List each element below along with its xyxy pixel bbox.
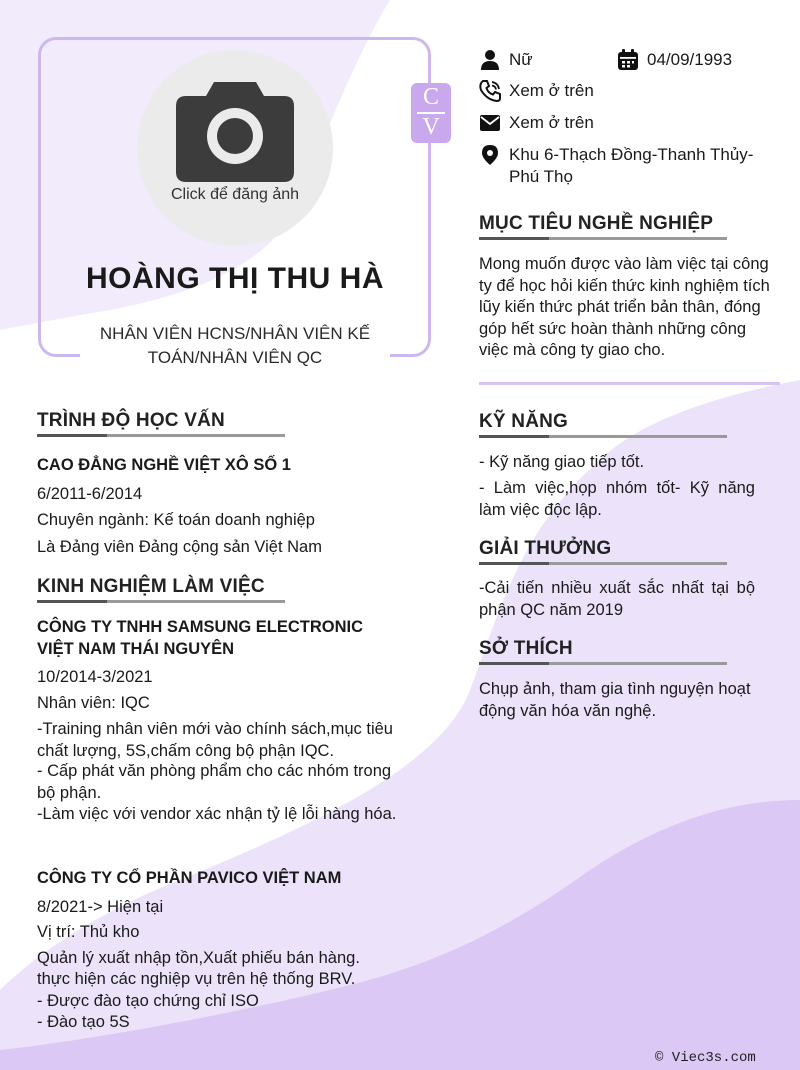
job-position: NHÂN VIÊN HCNS/NHÂN VIÊN KẾ TOÁN/NHÂN VIÊN QC [80, 322, 390, 370]
job-detail-line: - Đào tạo 5S [37, 1013, 130, 1031]
camera-icon [176, 78, 294, 182]
photo-upload[interactable] [137, 50, 333, 246]
address-text: Khu 6-Thạch Đồng-Thanh Thủy-Phú Thọ [509, 145, 754, 186]
phone-icon [479, 80, 501, 102]
objective-title: MỤC TIÊU NGHỀ NGHIỆP [479, 213, 714, 234]
cv-badge [411, 83, 451, 143]
skills-title: KỸ NĂNG [479, 411, 569, 432]
hobbies-underline [479, 662, 727, 665]
cv-letter-c: C [422, 84, 439, 110]
birthday-text: 04/09/1993 [647, 50, 733, 69]
school-name: CAO ĐẲNG NGHỀ VIỆT XÔ SỐ 1 [37, 456, 291, 474]
objective-underline [479, 237, 727, 240]
job-detail-line: -Làm việc với vendor xác nhận tỷ lệ lỗi hàng hóa. [37, 805, 397, 823]
cv-letter-v: V [422, 114, 440, 140]
gender-item [479, 49, 609, 71]
experience-underline [37, 600, 285, 603]
job-detail-line: Quản lý xuất nhập tồn,Xuất phiếu bán hàng. [37, 949, 360, 967]
job-role: Vị trí: Thủ kho [37, 923, 140, 941]
hobbies-title: SỞ THÍCH [479, 638, 573, 659]
education-underline [37, 434, 285, 437]
calendar-icon [617, 49, 639, 71]
company-name: CÔNG TY TNHH SAMSUNG ELECTRONIC VIỆT NAM THÁI NGUYÊN [37, 618, 364, 658]
skill-item: - Làm việc,họp nhóm tốt- Kỹ năng làm việc độc lập. [479, 479, 755, 519]
location-pin-icon [479, 144, 501, 166]
job-detail-line: -Training nhân viên mới vào chính sách,mục tiêu chất lượng, 5S,chấm công bộ phận IQC. [37, 720, 393, 760]
full-name: HOÀNG THỊ THU HÀ [86, 262, 384, 295]
skill-item: - Kỹ năng giao tiếp tốt. [479, 453, 645, 471]
job-period: 10/2014-3/2021 [37, 668, 153, 686]
awards-text: -Cải tiến nhiều xuất sắc nhất tại bộ phận QC năm 2019 [479, 579, 755, 619]
objective-text: Mong muốn được vào làm việc tại công ty để học hỏi kiến thức kinh nghiệm tích lũy kiến thức phát triển bản thân, đóng góp hết sức hoàn thành những công việc mà công ty giao cho. [479, 255, 770, 359]
job-period: 8/2021-> Hiện tại [37, 898, 164, 916]
job-detail-line: - Cấp phát văn phòng phẩm cho các nhóm trong bộ phận. [37, 762, 392, 802]
gender-text: Nữ [509, 50, 533, 69]
job-role: Nhân viên: IQC [37, 694, 150, 712]
job-detail-line: thực hiện các nghiệp vụ trên hệ thống BRV. [37, 970, 356, 988]
experience-title: KINH NGHIỆM LÀM VIỆC [37, 576, 265, 597]
right-divider [479, 382, 780, 385]
education-period: 6/2011-6/2014 [37, 485, 143, 503]
phone-text: Xem ở trên [509, 81, 594, 100]
address-item [479, 144, 779, 190]
education-note: Là Đảng viên Đảng cộng sản Việt Nam [37, 538, 322, 556]
copyright[interactable]: © Viec3s.com [655, 1050, 756, 1066]
phone-item [479, 80, 679, 102]
skills-underline [479, 435, 727, 438]
email-icon [479, 112, 501, 134]
education-title: TRÌNH ĐỘ HỌC VẤN [37, 410, 225, 431]
photo-caption: Click để đăng ảnh [170, 186, 300, 203]
awards-title: GIẢI THƯỞNG [479, 538, 612, 559]
job-detail-line: - Được đào tạo chứng chỉ ISO [37, 992, 259, 1010]
user-icon [479, 49, 501, 71]
email-item [479, 112, 679, 134]
email-text: Xem ở trên [509, 113, 594, 132]
education-major: Chuyên ngành: Kế toán doanh nghiệp [37, 511, 315, 529]
hobbies-text: Chụp ảnh, tham gia tình nguyện hoạt động văn hóa văn nghệ. [479, 680, 751, 720]
birthday-item [617, 49, 777, 71]
awards-underline [479, 562, 727, 565]
company-name: CÔNG TY CỔ PHẦN PAVICO VIỆT NAM [37, 869, 342, 887]
